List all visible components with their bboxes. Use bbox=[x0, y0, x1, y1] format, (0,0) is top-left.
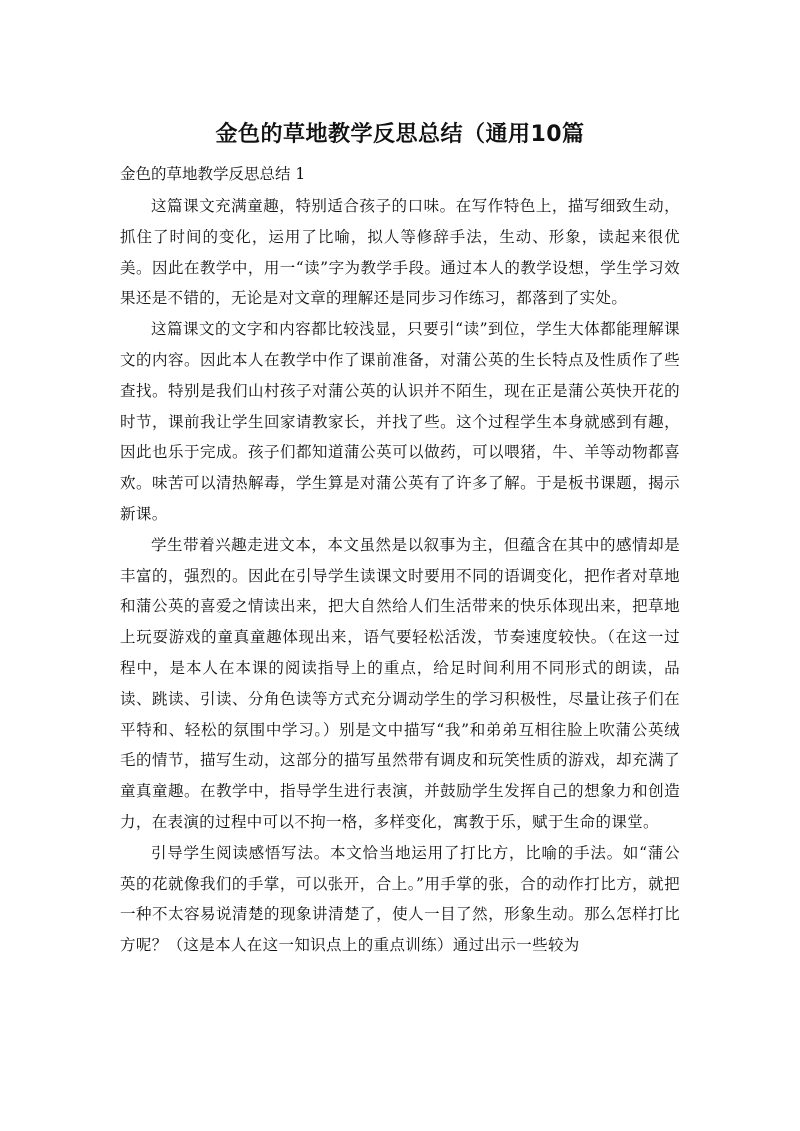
section-heading: 金色的草地教学反思总结 1 bbox=[120, 165, 306, 183]
document-title: 金色的草地教学反思总结（通用10篇 bbox=[215, 122, 585, 147]
paragraph: 这篇课文的文字和内容都比较浅显，只要引“读”到位，学生大体都能理解课文的内容。因此本人在教学中作了课前准备，对蒲公英的生长特点及性质作了些查找。特别是我们山村孩子对蒲公英的认识并不陌生，现在正是蒲公英快开花的时节，课前我让学生回家请教家长，并找了些。这个过程学生本身就感到有趣，因此也乐于完成。孩子们都知道蒲公英可以做药，可以喂猪，牛、羊等动物都喜欢。味苦可以清热解毒，学生算是对蒲公英有了许多了解。于是板书课题，揭示新课。 bbox=[120, 320, 680, 523]
paragraph: 这篇课文充满童趣，特别适合孩子的口味。在写作特色上，描写细致生动，抓住了时间的变化，运用了比喻，拟人等修辞手法，生动、形象，读起来很优美。因此在教学中，用一“读”字为教学手段。通过本人的教学设想，学生学习效果还是不错的，无论是对文章的理解还是同步习作练习，都落到了实处。 bbox=[120, 197, 680, 308]
paragraph: 引导学生阅读感悟写法。本文恰当地运用了打比方，比喻的手法。如“蒲公英的花就像我们的手掌，可以张开，合上。”用手掌的张，合的动作打比方，就把一种不太容易说清楚的现象讲清楚了，使人一目了然，形象生动。那么怎样打比方呢？（这是本人在这一知识点上的重点训练）通过出示一些较为 bbox=[120, 843, 680, 955]
paragraph: 学生带着兴趣走进文本，本文虽然是以叙事为主，但蕴含在其中的感情却是丰富的，强烈的。因此在引导学生读课文时要用不同的语调变化，把作者对草地和蒲公英的喜爱之情读出来，把大自然给人们生活带来的快乐体现出来，把草地上玩耍游戏的童真童趣体现出来，语气要轻松活泼，节奏速度较快。（在这一过程中，是本人在本课的阅读指导上的重点，给足时间利用不同形式的朗读，品读、跳读、引读、分角色读等方式充分调动学生的学习积极性，尽量让孩子们在平特和、轻松的氛围中学习。）别是文中描写“我”和弟弟互相往脸上吹蒲公英绒毛的情节，描写生动，这部分的描写虽然带有调皮和玩笑性质的游戏，却充满了童真童趣。在教学中，指导学生进行表演，并鼓励学生发挥自己的想象力和创造力，在表演的过程中可以不拘一格，多样变化，寓教于乐，赋于生命的课堂。 bbox=[120, 535, 680, 831]
body-text bbox=[120, 191, 680, 961]
